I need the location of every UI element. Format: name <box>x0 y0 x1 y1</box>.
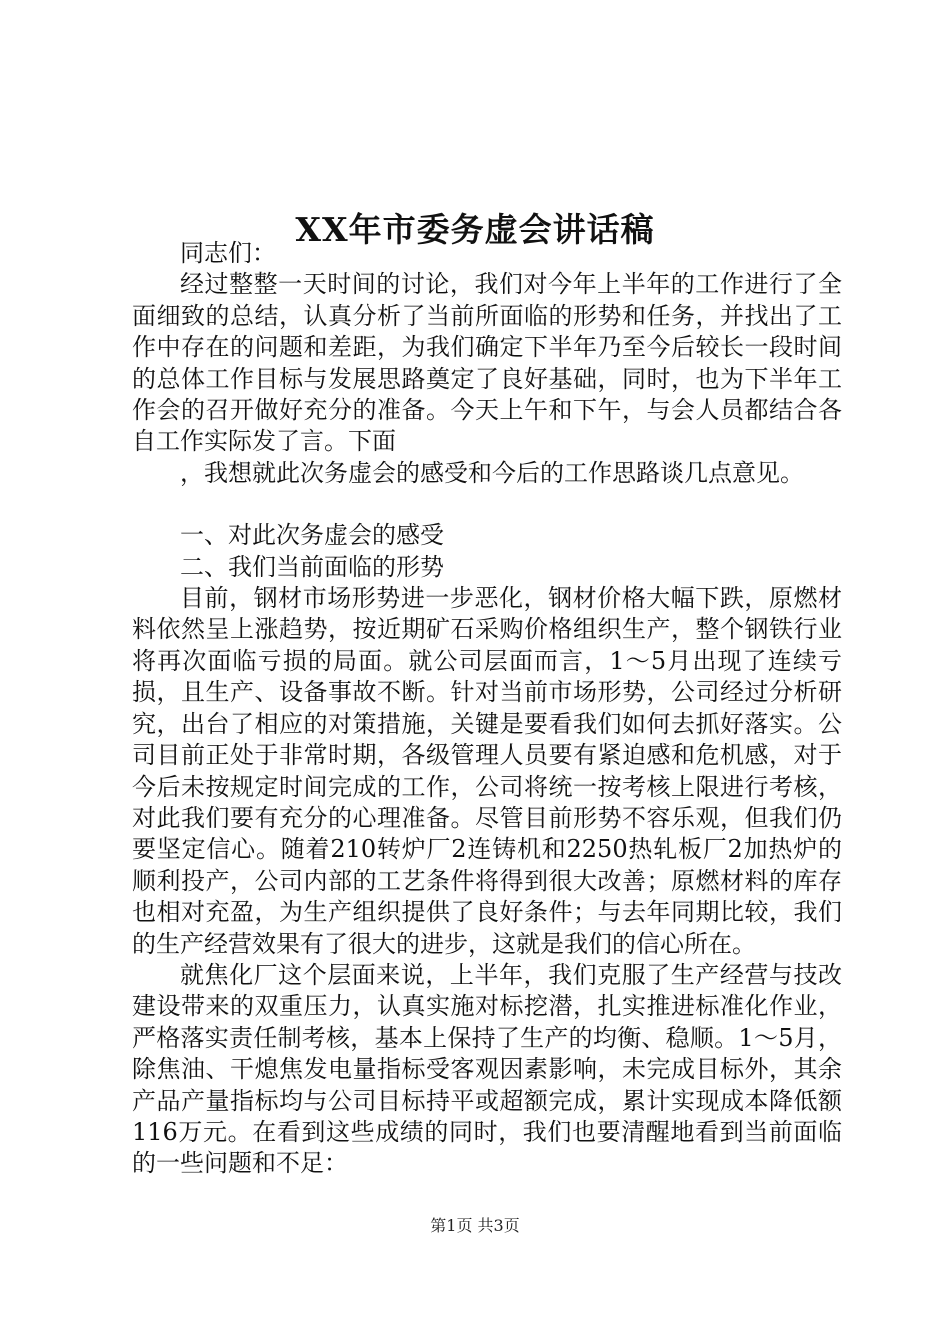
document-title: XX年市委务虚会讲话稿 <box>295 210 655 250</box>
page-footer: 第1页 共3页 <box>430 1216 520 1235</box>
paragraph-intro-continued: ，我想就此次务虚会的感受和今后的工作思路谈几点意见。 <box>180 458 804 487</box>
document-body <box>132 238 842 1180</box>
section-heading-2: 二、我们当前面临的形势 <box>180 552 444 581</box>
paragraph-intro: 经过整整一天时间的讨论，我们对今年上半年的工作进行了全面细致的总结，认真分析了当前所面临的形势和任务，并找出了工作中存在的问题和差距，为我们确定下半年乃至今后较长一段时间的总体工作目标与发展思路奠定了良好基础，同时，也为下半年工作会的召开做好充分的准备。今天上午和下午，与会人员都结合各自工作实际发了言。下面 <box>132 270 842 456</box>
section-heading-1: 一、对此次务虚会的感受 <box>180 521 444 550</box>
paragraph-situation: 目前，钢材市场形势进一步恶化，钢材价格大幅下跌，原燃材料依然呈上涨趋势，按近期矿石采购价格组织生产，整个钢铁行业将再次面临亏损的局面。就公司层面而言，1～5月出现了连续亏损，且生产、设备事故不断。针对当前市场形势，公司经过分析研究，出台了相应的对策措施，关键是要看我们如何去抓好落实。公司目前正处于非常时期，各级管理人员要有紧迫感和危机感，对于今后未按规定时间完成的工作，公司将统一按考核上限进行考核，对此我们要有充分的心理准备。尽管目前形势不容乐观，但我们仍要坚定信心。随着210转炉厂2连铸机和2250热轧板厂2加热炉的顺利投产，公司内部的工艺条件将得到很大改善；原燃材料的库存也相对充盈，为生产组织提供了良好条件；与去年同期比较，我们的生产经营效果有了很大的进步，这就是我们的信心所在。 <box>132 584 842 958</box>
paragraph-coking-plant: 就焦化厂这个层面来说，上半年，我们克服了生产经营与技改建设带来的双重压力，认真实施对标挖潜，扎实推进标准化作业，严格落实责任制考核，基本上保持了生产的均衡、稳顺。1～5月，除焦油、干熄焦发电量指标受客观因素影响，未完成目标外，其余产品产量指标均与公司目标持平或超额完成，累计实现成本降低额116万元。在看到这些成绩的同时，我们也要清醒地看到当前面临的一些问题和不足： <box>132 960 842 1178</box>
salutation: 同志们： <box>180 239 276 267</box>
